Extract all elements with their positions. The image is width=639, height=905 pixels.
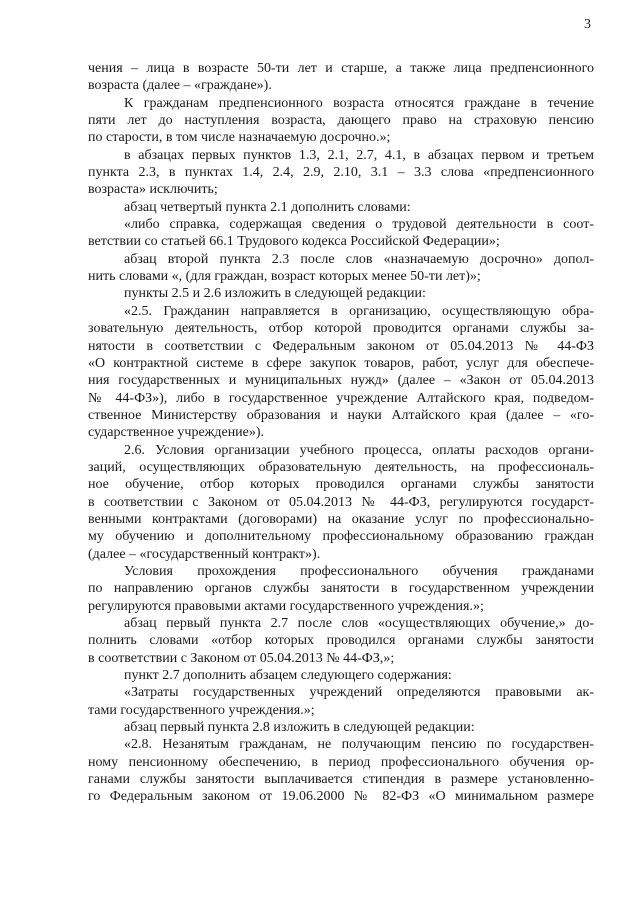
text-line: ния государственных и муниципальных нужд» (далее – «Закон от 05.04.2013: [88, 373, 594, 389]
text-line: «либо справка, содержащая сведения о трудовой деятельности в соот-: [124, 217, 594, 233]
text-line: му обучению и дополнительному профессиональному образованию граждан: [88, 529, 594, 545]
text-line: го Федеральным законом от 19.06.2000 № 82-ФЗ «О минимальном размере: [88, 789, 594, 805]
text-line: нить словами «, (для граждан, возраст которых менее 50-ти лет)»;: [88, 269, 481, 285]
text-line: пяти лет до наступления возраста, дающего право на страховую пенсию: [88, 113, 594, 129]
text-line: 2.6. Условия организации учебного процесса, оплаты расходов органи-: [124, 442, 594, 458]
text-line: ганами службы занятости выплачивается стипендия в размере установленно-: [88, 772, 594, 788]
text-line: в соответствии с Законом от 05.04.2013 № 44-ФЗ,»;: [88, 650, 395, 666]
text-line: чения – лица в возрасте 50-ти лет и старше, а также лица предпенсионного: [88, 61, 594, 76]
text-line: «Затраты государственных учреждений определяются правовыми ак-: [124, 685, 594, 701]
text-line: абзац второй пункта 2.3 после слов «назначаемую досрочно» допол-: [124, 251, 594, 267]
text-line: нятости в соответствии с Федеральным законом от 05.04.2013 № 44-ФЗ: [88, 338, 594, 354]
text-line: тами государственного учреждения.»;: [88, 702, 315, 718]
text-line: (далее – «государственный контракт»).: [88, 546, 321, 562]
text-line: в соответствии с Законом от 05.04.2013 № 44-ФЗ, регулируются государст-: [88, 494, 594, 510]
text-line: «2.8. Незанятым гражданам, не получающим пенсию по государствен-: [124, 737, 594, 753]
text-line: абзац четвертый пункта 2.1 дополнить словами:: [124, 199, 411, 215]
text-line: № 44-ФЗ»), либо в государственное учреждение Алтайского края, подведом-: [88, 390, 594, 406]
text-line: возраста» исключить;: [88, 182, 218, 198]
text-line: полнить словами «отбор которых проводился органами службы занятости: [88, 633, 594, 649]
text-line: по направлению органов службы занятости в государственном учреждении: [88, 581, 594, 597]
text-line: заций, осуществляющих образовательную деятельность, на профессиональ-: [88, 459, 594, 475]
text-line: регулируются правовыми актами государственного учреждения.»;: [88, 598, 484, 614]
text-line: пункта 2.3, в пунктах 1.4, 2.4, 2.9, 2.10, 3.1 – 3.3 слова «предпенсионного: [88, 165, 594, 181]
text-line: К гражданам предпенсионного возраста относятся граждане в течение: [124, 95, 594, 111]
text-line: ному пенсионному обеспечению, в период профессионального обучения ор-: [88, 754, 594, 770]
text-line: ветствии со статьей 66.1 Трудового кодекса Российской Федерации»;: [88, 234, 500, 250]
document-text: [88, 60, 594, 806]
text-line: пункт 2.7 дополнить абзацем следующего содержания:: [124, 668, 452, 684]
text-line: сударственное учреждение»).: [88, 425, 265, 441]
text-line: пункты 2.5 и 2.6 изложить в следующей редакции:: [124, 286, 426, 302]
text-line: «2.5. Гражданин направляется в организацию, осуществляющую обра-: [124, 303, 594, 319]
page-number: 3: [584, 17, 591, 32]
text-line: возраста (далее – «граждане»).: [88, 78, 272, 94]
text-line: «О контрактной системе в сфере закупок товаров, работ, услуг для обеспече-: [88, 355, 594, 371]
text-line: венными контрактами (договорами) на оказание услуг по профессионально-: [88, 511, 594, 527]
text-line: ственное Министерству образования и науки Алтайского края (далее – «го-: [88, 407, 594, 423]
text-line: в абзацах первых пунктов 1.3, 2.1, 2.7, 4.1, в абзацах первом и третьем: [124, 147, 594, 163]
text-line: абзац первый пункта 2.7 после слов «осуществляющих обучение,» до-: [124, 616, 594, 631]
text-line: ное обучение, отбор которых проводился органами службы занятости: [88, 477, 594, 493]
text-line: Условия прохождения профессионального обучения гражданами: [124, 563, 594, 579]
text-line: по старости, в том числе назначаемую досрочно.»;: [88, 130, 391, 146]
text-line: абзац первый пункта 2.8 изложить в следующей редакции:: [124, 720, 475, 736]
text-line: зовательную деятельность, отбор которой проводится органами службы за-: [88, 321, 594, 337]
